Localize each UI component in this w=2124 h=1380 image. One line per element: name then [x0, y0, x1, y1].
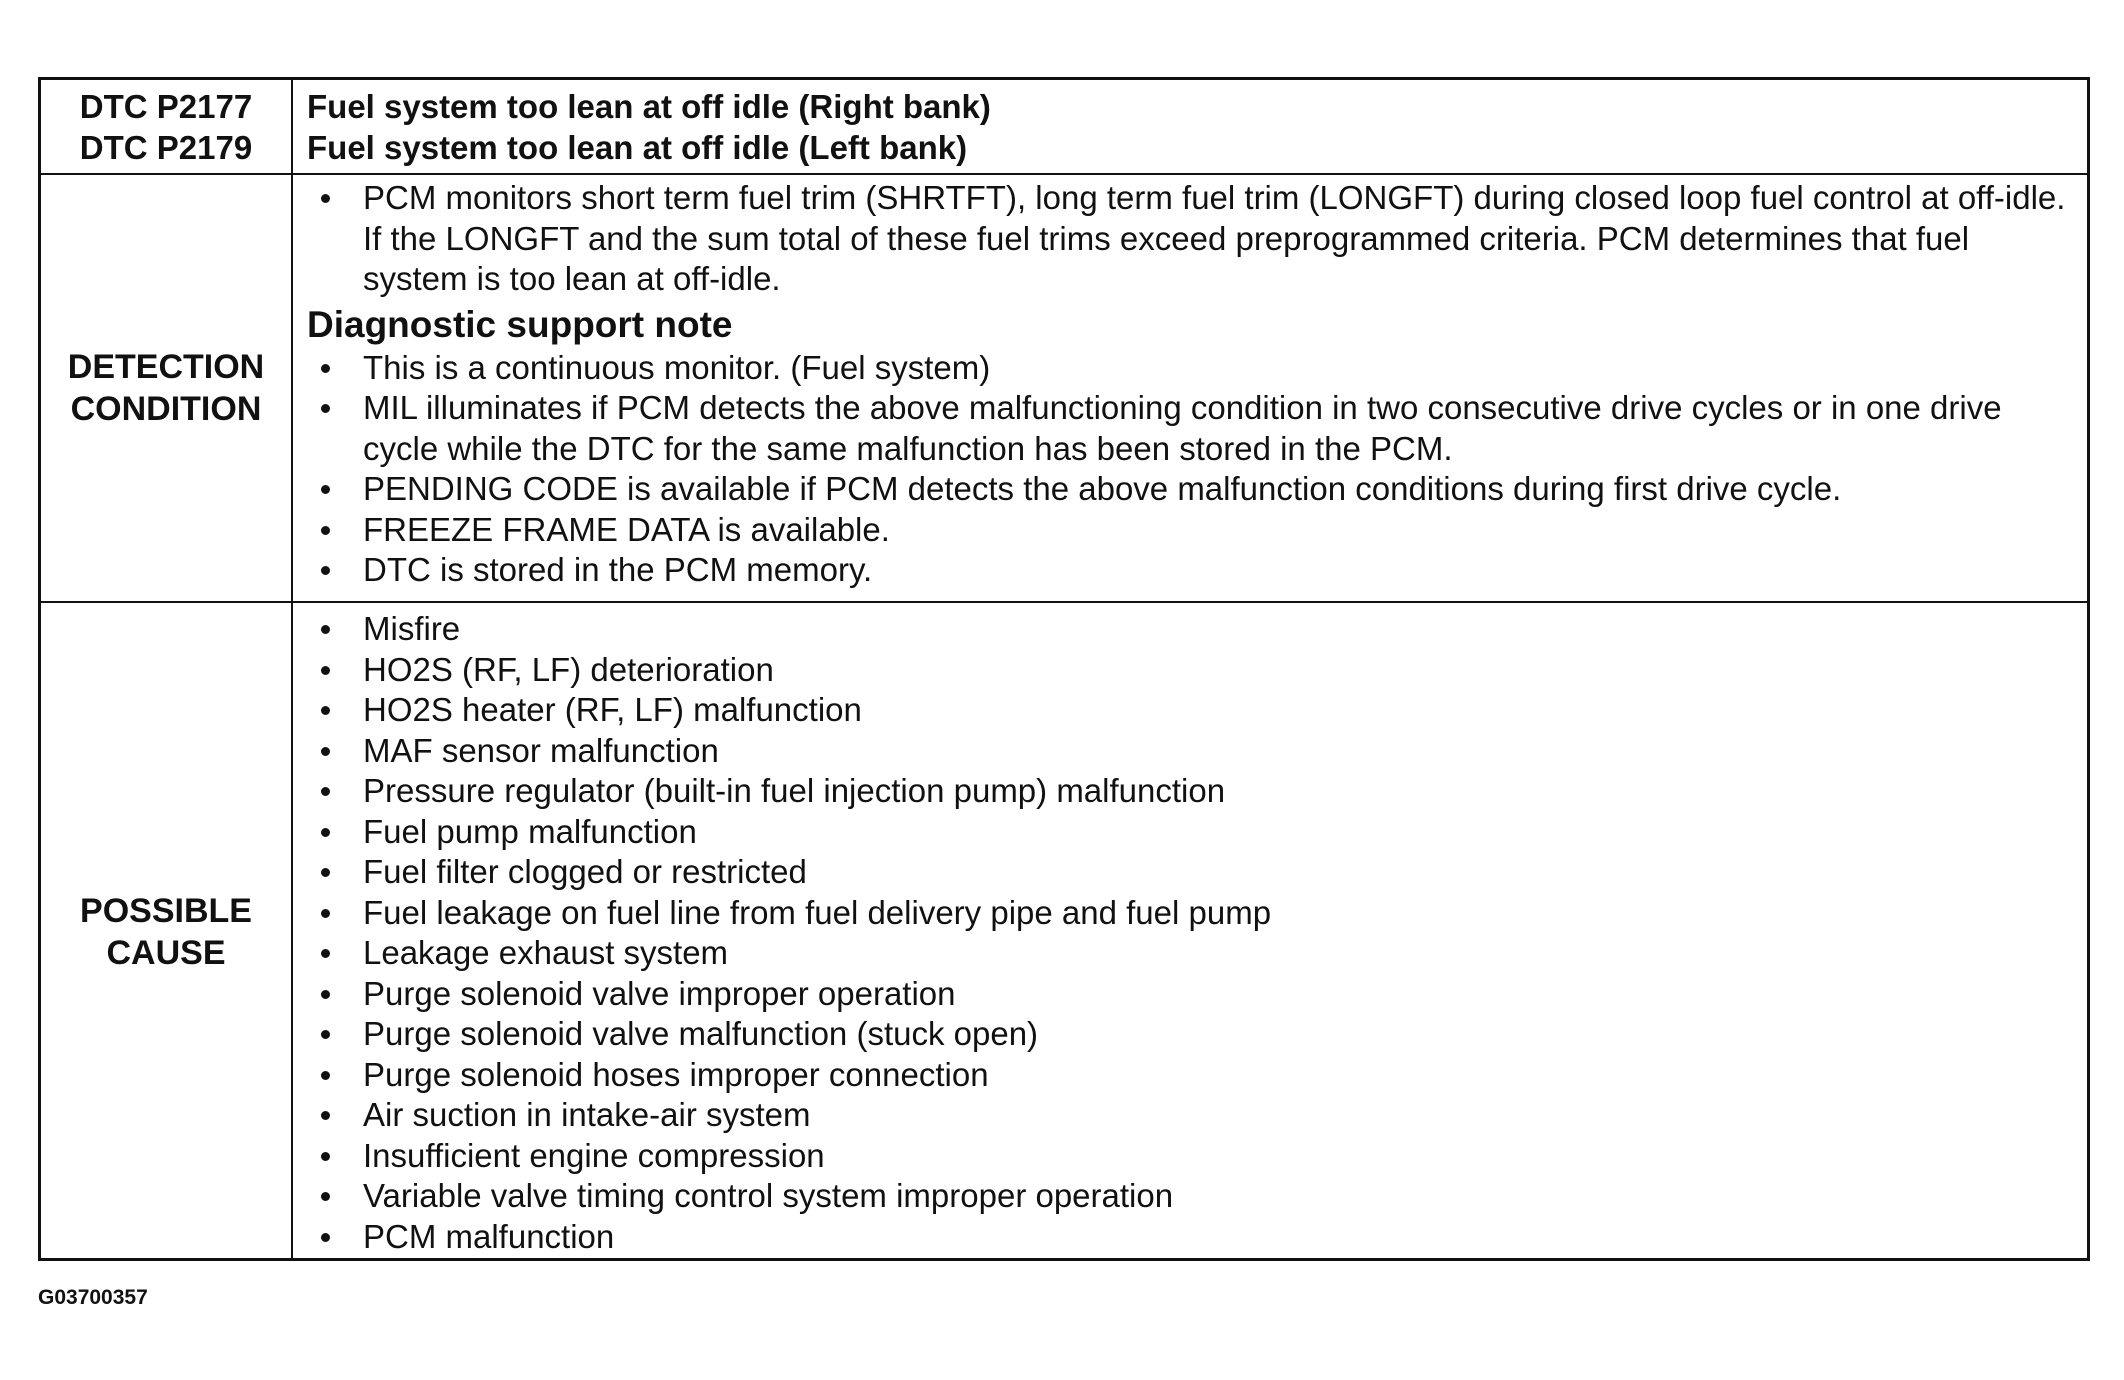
possible-cause-content — [293, 603, 2087, 1261]
dtc-title: Fuel system too lean at off idle (Left bank) — [307, 128, 968, 166]
list-item: HO2S heater (RF, LF) malfunction — [307, 690, 2073, 731]
list-item: This is a continuous monitor. (Fuel system) — [307, 348, 2073, 389]
list-item: Misfire — [307, 609, 2073, 650]
list-item: Purge solenoid valve improper operation — [307, 974, 2073, 1015]
diagnostic-note-heading: Diagnostic support note — [307, 303, 733, 345]
list-item: Fuel pump malfunction — [307, 812, 2073, 853]
list-item: Leakage exhaust system — [307, 933, 2073, 974]
list-item: PCM malfunction — [307, 1217, 2073, 1258]
detection-condition-label — [41, 175, 293, 603]
list-item: Purge solenoid valve malfunction (stuck open) — [307, 1014, 2073, 1055]
list-item: Fuel filter clogged or restricted — [307, 852, 2073, 893]
list-item: DTC is stored in the PCM memory. — [307, 550, 2073, 591]
dtc-title: Fuel system too lean at off idle (Right bank) — [307, 87, 991, 125]
detection-intro-list — [307, 178, 2073, 300]
row-label-line: DETECTION — [67, 348, 265, 386]
dtc-code-cell — [41, 80, 293, 175]
possible-cause-list — [307, 609, 2073, 1257]
figure-id: G03700357 — [38, 1286, 148, 1309]
list-item: Fuel leakage on fuel line from fuel delivery pipe and fuel pump — [307, 893, 2073, 934]
possible-cause-label — [41, 603, 293, 1261]
list-item: Variable valve timing control system improper operation — [307, 1176, 2073, 1217]
list-item: FREEZE FRAME DATA is available. — [307, 510, 2073, 551]
list-item: Insufficient engine compression — [307, 1136, 2073, 1177]
dtc-code: DTC P2179 — [79, 128, 253, 166]
dtc-title-cell — [293, 80, 2087, 175]
list-item: HO2S (RF, LF) deterioration — [307, 650, 2073, 691]
list-item: MIL illuminates if PCM detects the above malfunctioning condition in two consecutive drive cycles or in one drive cycle while the DTC for the same malfunction has been stored in the PCM. — [307, 388, 2073, 469]
dtc-code: DTC P2177 — [79, 87, 253, 125]
detection-condition-content — [293, 175, 2087, 603]
row-label-line: CONDITION — [70, 390, 262, 428]
list-item: PENDING CODE is available if PCM detects the above malfunction conditions during first drive cycle. — [307, 469, 2073, 510]
list-item: Pressure regulator (built-in fuel injection pump) malfunction — [307, 771, 2073, 812]
row-label-line: POSSIBLE — [80, 892, 252, 930]
list-item: Purge solenoid hoses improper connection — [307, 1055, 2073, 1096]
diagnostic-note-list — [307, 348, 2073, 591]
list-item: PCM monitors short term fuel trim (SHRTFT), long term fuel trim (LONGFT) during closed loop fuel control at off-idle. If the LONGFT and the sum total of these fuel trims exceed preprogrammed criteria. PCM determines that fuel system is too lean at off-idle. — [307, 178, 2073, 300]
row-label-line: CAUSE — [106, 934, 226, 972]
dtc-table — [38, 77, 2090, 1261]
list-item: Air suction in intake-air system — [307, 1095, 2073, 1136]
list-item: MAF sensor malfunction — [307, 731, 2073, 772]
